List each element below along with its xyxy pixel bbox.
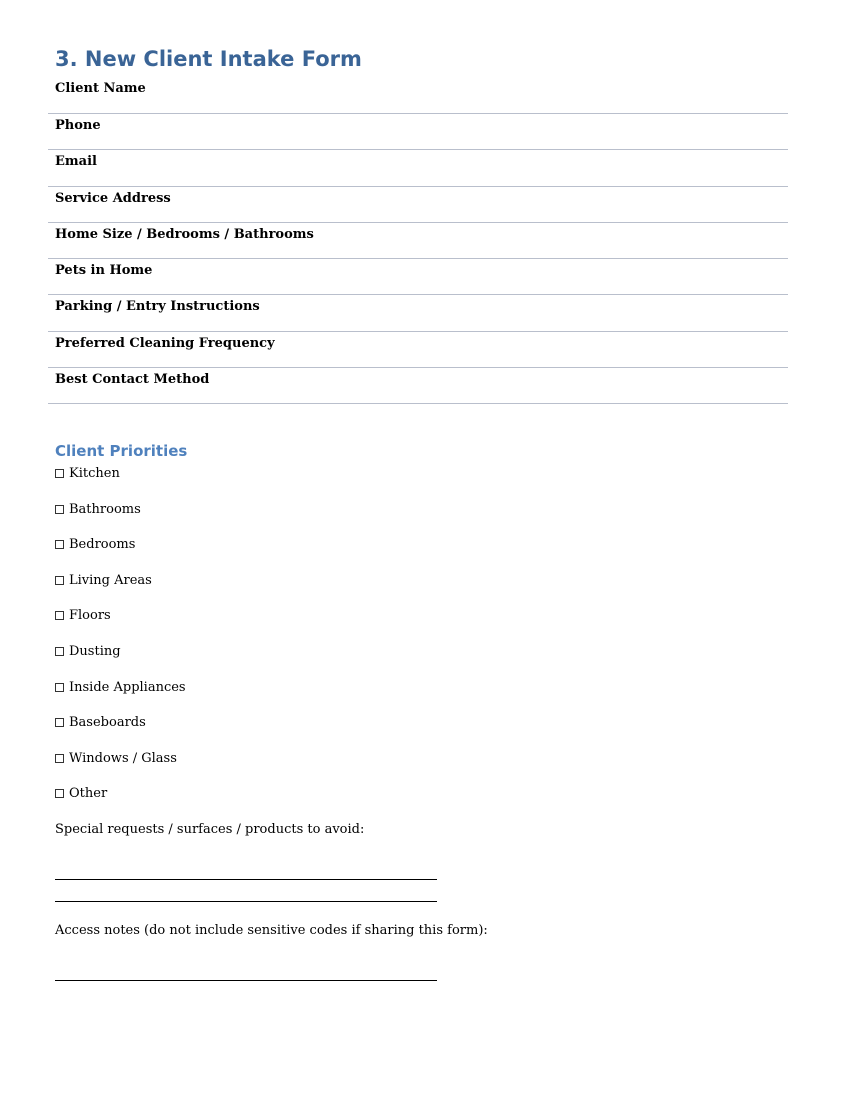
access-notes-prompt: Access notes (do not include sensitive codes if sharing this form): [55,923,488,938]
checkbox-label: Floors [69,608,111,624]
checkbox-icon[interactable] [55,540,64,549]
checkbox-icon[interactable] [55,647,64,656]
field-row-contact-method[interactable] [48,368,788,404]
field-label: Preferred Cleaning Frequency [55,335,275,351]
checkbox-icon[interactable] [55,469,64,478]
checkbox-icon[interactable] [55,611,64,620]
field-label: Service Address [55,190,171,206]
priorities-heading: Client Priorities [55,442,188,460]
field-label: Email [55,154,97,170]
field-row-service-address[interactable] [48,187,788,223]
field-row-cleaning-frequency[interactable] [48,332,788,368]
field-row-home-size[interactable] [48,223,788,259]
special-requests-prompt: Special requests / surfaces / products to avoid: [55,822,365,837]
checkbox-icon[interactable] [55,576,64,585]
client-info-table [48,77,788,404]
checkbox-label: Other [69,786,108,802]
checkbox-label: Inside Appliances [69,679,186,695]
checkbox-label: Windows / Glass [69,750,177,766]
field-row-pets[interactable] [48,259,788,295]
field-row-parking-entry[interactable] [48,295,788,331]
access-notes-line[interactable] [55,980,437,981]
field-label: Client Name [55,81,146,96]
checkbox-label: Dusting [69,643,121,659]
checkbox-icon[interactable] [55,754,64,763]
checkbox-label: Bathrooms [69,501,141,517]
field-row-email[interactable] [48,150,788,186]
checkbox-icon[interactable] [55,789,64,798]
field-label: Best Contact Method [55,371,210,387]
checkbox-icon[interactable] [55,683,64,692]
field-label: Home Size / Bedrooms / Bathrooms [55,226,314,242]
checkbox-label: Baseboards [69,715,146,731]
checkbox-icon[interactable] [55,718,64,727]
field-label: Parking / Entry Instructions [55,299,260,315]
special-requests-line-1[interactable] [55,879,437,880]
page-title: 3. New Client Intake Form [55,47,362,71]
field-row-phone[interactable] [48,114,788,150]
field-label: Pets in Home [55,263,153,278]
checkbox-label: Kitchen [69,466,120,481]
field-row-client-name[interactable] [48,77,788,114]
special-requests-line-2[interactable] [55,901,437,902]
checkbox-icon[interactable] [55,505,64,514]
field-label: Phone [55,118,101,133]
checkbox-label: Bedrooms [69,537,136,553]
checkbox-label: Living Areas [69,572,152,588]
